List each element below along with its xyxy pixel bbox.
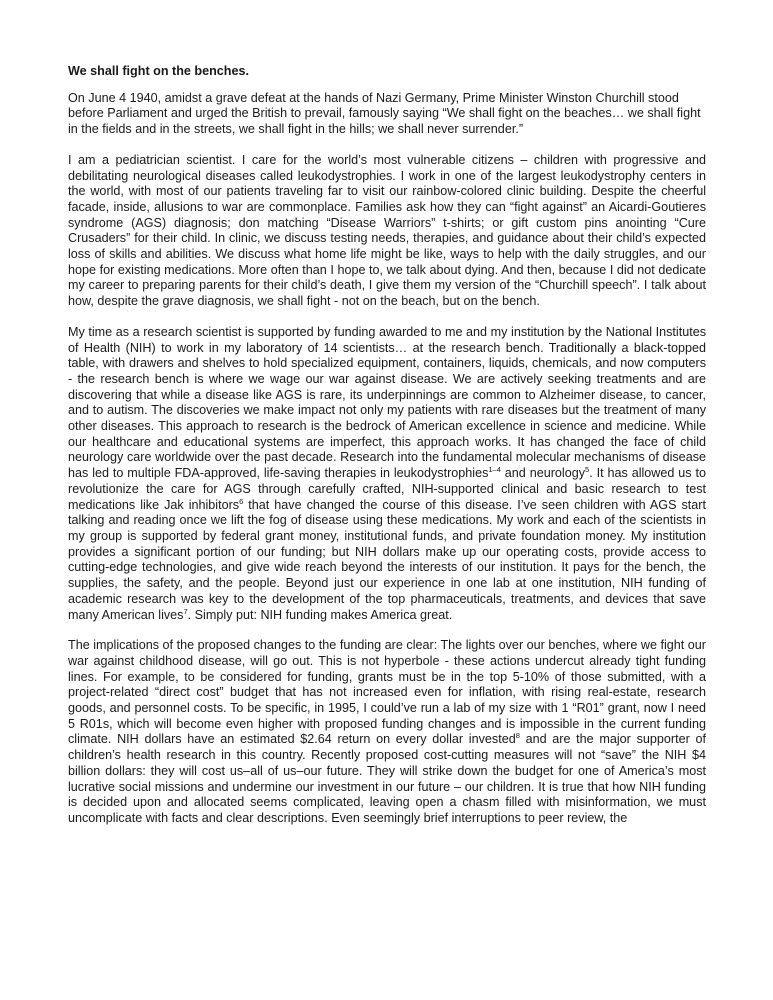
citation-reference: 6 [239,496,244,506]
paragraph-text: . It has allowed us to revolutionize the care for AGS through carefully crafted, NIH-supported clinical and basic research to test medications like Jak inhibitors [68,466,706,512]
document-title: We shall fight on the benches. [68,64,249,78]
paragraph-text: My time as a research scientist is supported by funding awarded to me and my institution by the National Institutes of Health (NIH) to work in my laboratory of 14 scientists… at the research bench. Traditionally a black-topped table, with drawers and shelves to hold specialized equipment, containers, liquids, chemicals, and now computers - the research bench is where we wage our war against disease. We are actively seeking treatments and are discovering that while a disease like AGS is rare, its underpinnings are common to Alzheimer disease, to cancer, and to autism. The discoveries we make impact not only my patients with rare diseases but the treatment of many other diseases. This approach to research is the bedrock of American excellence in science and medicine. While our healthcare and educational systems are imperfect, this approach works. It has changed the face of child neurology care worldwide over the past decade. Research into the fundamental molecular mechanisms of disease has led to multiple FDA-approved, life-saving therapies in leukodystrophies [68,324,706,481]
paragraph-pediatrician: I am a pediatrician scientist. I care for the world’s most vulnerable citizens – children with progressive and debilitating neurological diseases called leukodystrophies. I work in one of the largest leukodystrophy centers in the world, with most of our patients traveling far to visit our rainbow-colored clinic building. Despite the cheerful facade, inside, allusions to war are commonplace. Families ask how they can “fight against” an Aicardi-Goutieres syndrome (AGS) diagnosis; don matching “Disease Warriors” t-shirts; or gift custom pins anointing “Cure Crusaders” for their child. In clinic, we discuss testing needs, therapies, and guidance about their child’s expected loss of skills and abilities. We discuss what home life might be like, ways to help with the daily struggles, and our hope for existing medications. More often than I hope to, we talk about dying. And then, because I did not dedicate my career to preparing parents for their child’s death, I give them my version of the “Churchill speech”. I talk about how, despite the grave diagnosis, we shall fight - not on the beach, but on the bench. [68,152,706,309]
paragraph-funding-implications [68,638,706,826]
paragraph-text: and neurology [500,466,586,481]
citation-reference: 5 [585,465,590,475]
citation-reference: 8 [515,731,520,741]
paragraph-text: that have changed the course of this disease. I’ve seen children with AGS start talking and reading once we lift the fog of disease using these medications. My work and each of the scientists in my group is supported by federal grant money, institutional funds, and private foundation money. My institution provides a significant portion of our funding; but NIH dollars make up our operating costs, provide access to cutting-edge technologies, and give wide reach beyond the interests of our institution. It pays for the bench, the supplies, the safety, and the people. Beyond just our experience in one lab at one institution, NIH funding of academic research was key to the development of the top pharmaceuticals, treatments, and devices that save many American lives [68,497,706,622]
document-page [68,64,706,842]
paragraph-text: and are the major supporter of children’s health research in this country. Recently proposed cost-cutting measures will not “save” the NIH $4 billion dollars: they will cost us–all of us–our future. They will strike down the budget for one of America’s most lucrative social missions and undermine our investment in our future – our children. It is true that how NIH funding is decided upon and allocated seems complicated, leaving open a chasm filled with misinformation, we must uncomplicate with facts and clear descriptions. Even seemingly brief interruptions to peer review, the [68,732,706,825]
citation-reference: 7 [183,606,188,616]
paragraph-churchill: On June 4 1940, amidst a grave defeat at the hands of Nazi Germany, Prime Minister Winston Churchill stood before Parliament and urged the British to prevail, famously saying “We shall fight on the beaches… we shall fight in the fields and in the streets, we shall fight in the hills; we shall never surrender.” [68,90,701,137]
paragraph-text: The implications of the proposed changes to the funding are clear: The lights over our benches, where we fight our war against childhood disease, will go out. This is not hyperbole - these actions undercut already tight funding lines. For example, to be considered for funding, grants must be in the top 5-10% of those submitted, with a project-related “direct cost” budget that has not increased even for inflation, with rising real-estate, research goods, and personnel costs. To be specific, in 1995, I could’ve run a lab of my size with 1 “R01” grant, now I need 5 R01s, which will become even higher with proposed funding changes and is impossible in the current funding climate. NIH dollars have an estimated $2.64 return on every dollar invested [68,638,706,747]
paragraph-text: . Simply put: NIH funding makes America great. [187,607,453,622]
paragraph-research-funding [68,325,706,623]
citation-reference: 1–4 [488,465,501,475]
